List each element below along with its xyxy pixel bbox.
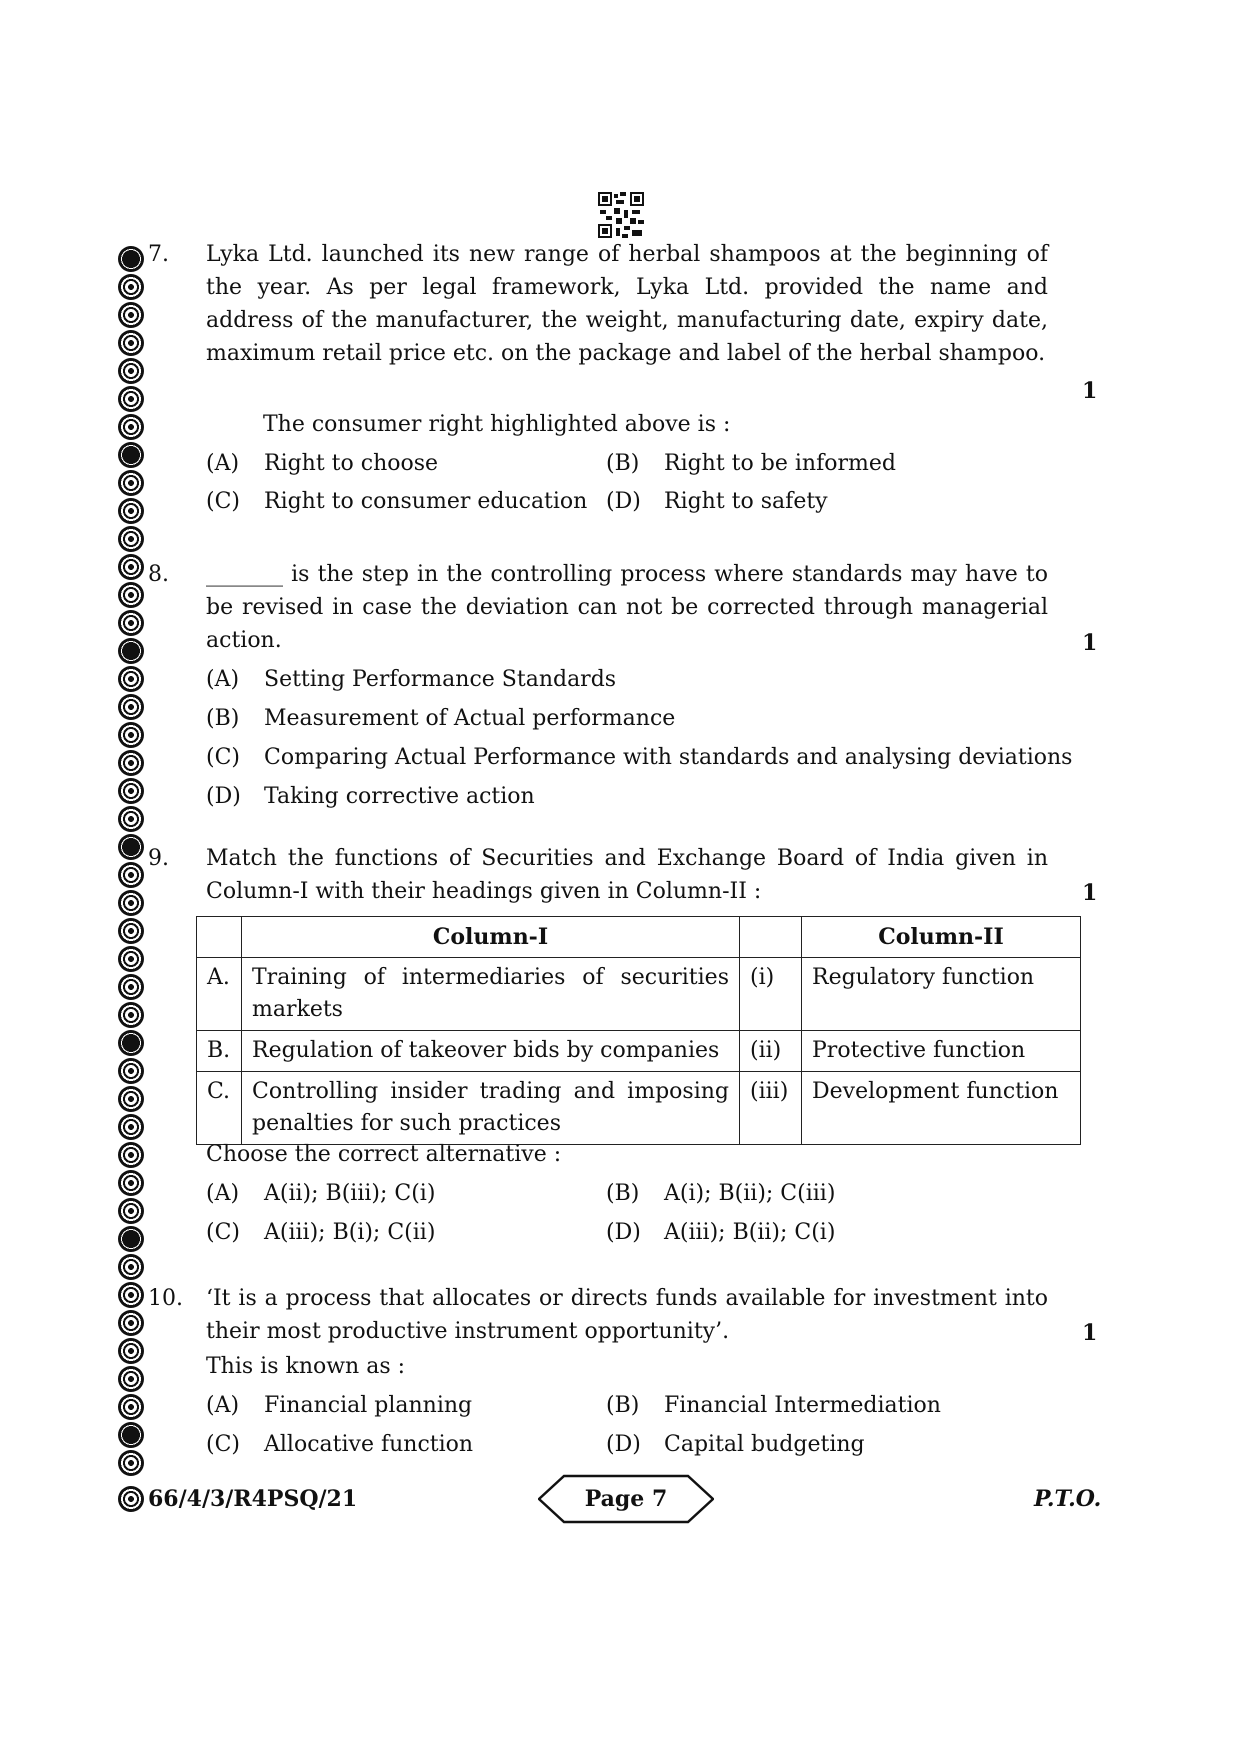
margin-circle <box>118 554 144 580</box>
column-2-cell: Protective function <box>802 1031 1081 1072</box>
paper-code: 66/4/3/R4PSQ/21 <box>148 1486 358 1512</box>
option-label: (B) <box>606 1393 640 1418</box>
option-label: (C) <box>206 489 240 514</box>
option-label: (B) <box>206 706 240 731</box>
option-text: Allocative function <box>264 1432 474 1457</box>
q10-option-c <box>206 1432 473 1457</box>
option-text: Financial planning <box>264 1393 473 1418</box>
q9-option-a <box>206 1181 435 1206</box>
option-label: (A) <box>206 1393 240 1418</box>
option-label: (D) <box>206 784 241 809</box>
column-1-cell: Regulation of takeover bids by companies <box>242 1031 740 1072</box>
q9-option-b <box>606 1181 835 1206</box>
column-2-cell: Development function <box>802 1072 1081 1145</box>
margin-circle <box>118 806 144 832</box>
margin-circle <box>118 582 144 608</box>
option-text: Right to consumer education <box>264 489 588 514</box>
margin-circle <box>118 1366 144 1392</box>
question-9-prompt: Choose the correct alternative : <box>206 1142 562 1167</box>
margin-circle <box>118 722 144 748</box>
option-label: (A) <box>206 667 240 692</box>
column-2-cell: Regulatory function <box>802 958 1081 1031</box>
q9-option-d <box>606 1220 835 1245</box>
q8-option-d <box>206 784 535 809</box>
option-label: (D) <box>606 489 641 514</box>
option-label: (C) <box>206 1432 240 1457</box>
table-row <box>197 1031 1081 1072</box>
header-blank <box>197 917 242 958</box>
option-text: A(i); B(ii); C(iii) <box>664 1181 836 1206</box>
q9-option-c <box>206 1220 435 1245</box>
margin-circle <box>118 1450 144 1476</box>
q10-option-d <box>606 1432 865 1457</box>
margin-circle-filled <box>118 1422 144 1448</box>
column-2-header: Column-II <box>802 917 1081 958</box>
option-text: Measurement of Actual performance <box>264 706 676 731</box>
margin-circle <box>118 750 144 776</box>
question-10-number: 10. <box>148 1286 183 1311</box>
q10-option-b <box>606 1393 941 1418</box>
column-1-header: Column-I <box>242 917 740 958</box>
margin-circle <box>118 1086 144 1112</box>
match-table-header <box>197 917 1081 958</box>
column-1-cell: Training of intermediaries of securities markets <box>242 958 740 1031</box>
question-7-prompt: The consumer right highlighted above is : <box>263 412 731 437</box>
margin-circle <box>118 1282 144 1308</box>
margin-circle <box>118 694 144 720</box>
margin-circle-filled <box>118 1030 144 1056</box>
option-text: Taking corrective action <box>264 784 535 809</box>
option-text: Right to choose <box>264 451 439 476</box>
q8-option-c <box>206 745 1072 770</box>
question-10-text: ‘It is a process that allocates or directs funds available for investment into their most productive instrument opportunity’. <box>206 1286 1048 1344</box>
header-blank <box>740 917 802 958</box>
margin-circle <box>118 1170 144 1196</box>
table-row <box>197 958 1081 1031</box>
margin-circle-filled <box>118 834 144 860</box>
margin-circle <box>118 610 144 636</box>
option-label: (A) <box>206 451 240 476</box>
question-10-prompt: This is known as : <box>206 1354 406 1379</box>
row-key: B. <box>197 1031 242 1072</box>
table-row <box>197 1072 1081 1145</box>
margin-circle <box>118 526 144 552</box>
margin-circle <box>118 974 144 1000</box>
question-9-number: 9. <box>148 846 169 871</box>
option-text: Right to be informed <box>664 451 896 476</box>
row-numeral: (iii) <box>740 1072 802 1145</box>
option-text: Comparing Actual Performance with standards and analysing deviations <box>264 745 1073 770</box>
margin-circle <box>118 330 144 356</box>
page-number-badge <box>538 1474 714 1524</box>
margin-circle <box>118 386 144 412</box>
match-table <box>196 916 1081 1145</box>
column-1-cell: Controlling insider trading and imposing penalties for such practices <box>242 1072 740 1145</box>
question-9-text: Match the functions of Securities and Exchange Board of India given in Column-I with their headings given in Column-II : <box>206 846 1048 904</box>
margin-circle <box>118 1310 144 1336</box>
pto-label: P.T.O. <box>1034 1486 1102 1512</box>
margin-circle <box>118 1338 144 1364</box>
option-text: Setting Performance Standards <box>264 667 617 692</box>
option-label: (D) <box>606 1432 641 1457</box>
margin-circle <box>118 274 144 300</box>
question-7-text: Lyka Ltd. launched its new range of herbal shampoos at the beginning of the year. As per legal framework, Lyka Ltd. provided the name and address of the manufacturer, the weight, manufacturing date, expiry date, maximum retail price etc. on the package and label of the herbal shampoo. <box>206 242 1048 366</box>
margin-circle <box>118 498 144 524</box>
option-text: A(ii); B(iii); C(i) <box>264 1181 436 1206</box>
q8-option-b <box>206 706 675 731</box>
page-number: Page 7 <box>584 1486 668 1512</box>
row-key: A. <box>197 958 242 1031</box>
margin-circle <box>118 470 144 496</box>
margin-circle-filled <box>118 638 144 664</box>
footer-circle <box>118 1486 144 1514</box>
margin-circle <box>118 302 144 328</box>
margin-circle <box>118 1114 144 1140</box>
option-label: (C) <box>206 745 240 770</box>
margin-circle-filled <box>118 1226 144 1252</box>
q7-option-b <box>606 451 896 476</box>
qr-code <box>598 192 644 238</box>
option-label: (B) <box>606 451 640 476</box>
option-text: A(iii); B(i); C(ii) <box>264 1220 436 1245</box>
q8-option-a <box>206 667 616 692</box>
row-numeral: (ii) <box>740 1031 802 1072</box>
row-key: C. <box>197 1072 242 1145</box>
margin-circle <box>118 778 144 804</box>
margin-circle <box>118 946 144 972</box>
question-8-text: _______ is the step in the controlling process where standards may have to be revised in case the deviation can not be corrected through managerial action. <box>206 562 1048 653</box>
option-text: Capital budgeting <box>664 1432 865 1457</box>
margin-circle <box>118 890 144 916</box>
q7-option-a <box>206 451 438 476</box>
option-text: Right to safety <box>664 489 828 514</box>
margin-circle <box>118 666 144 692</box>
q7-option-d <box>606 489 828 514</box>
option-label: (A) <box>206 1181 240 1206</box>
question-7-number: 7. <box>148 242 169 267</box>
row-numeral: (i) <box>740 958 802 1031</box>
margin-circle <box>118 862 144 888</box>
option-label: (C) <box>206 1220 240 1245</box>
margin-circle <box>118 1394 144 1420</box>
option-label: (D) <box>606 1220 641 1245</box>
margin-circle <box>118 1058 144 1084</box>
question-7-marks: 1 <box>1082 378 1098 404</box>
question-8-marks: 1 <box>1082 630 1098 656</box>
margin-circle <box>118 358 144 384</box>
margin-circle-filled <box>118 442 144 468</box>
option-text: A(iii); B(ii); C(i) <box>664 1220 836 1245</box>
option-label: (B) <box>606 1181 640 1206</box>
question-9-marks: 1 <box>1082 880 1098 906</box>
margin-circle <box>118 1254 144 1280</box>
question-10-marks: 1 <box>1082 1320 1098 1346</box>
margin-circle <box>118 1142 144 1168</box>
margin-circle <box>118 1002 144 1028</box>
question-8-number: 8. <box>148 562 169 587</box>
q10-option-a <box>206 1393 472 1418</box>
option-text: Financial Intermediation <box>664 1393 941 1418</box>
margin-circle-rail <box>118 246 146 1478</box>
margin-circle <box>118 1486 144 1512</box>
margin-circle-filled <box>118 246 144 272</box>
q7-option-c <box>206 489 587 514</box>
margin-circle <box>118 414 144 440</box>
margin-circle <box>118 918 144 944</box>
margin-circle <box>118 1198 144 1224</box>
